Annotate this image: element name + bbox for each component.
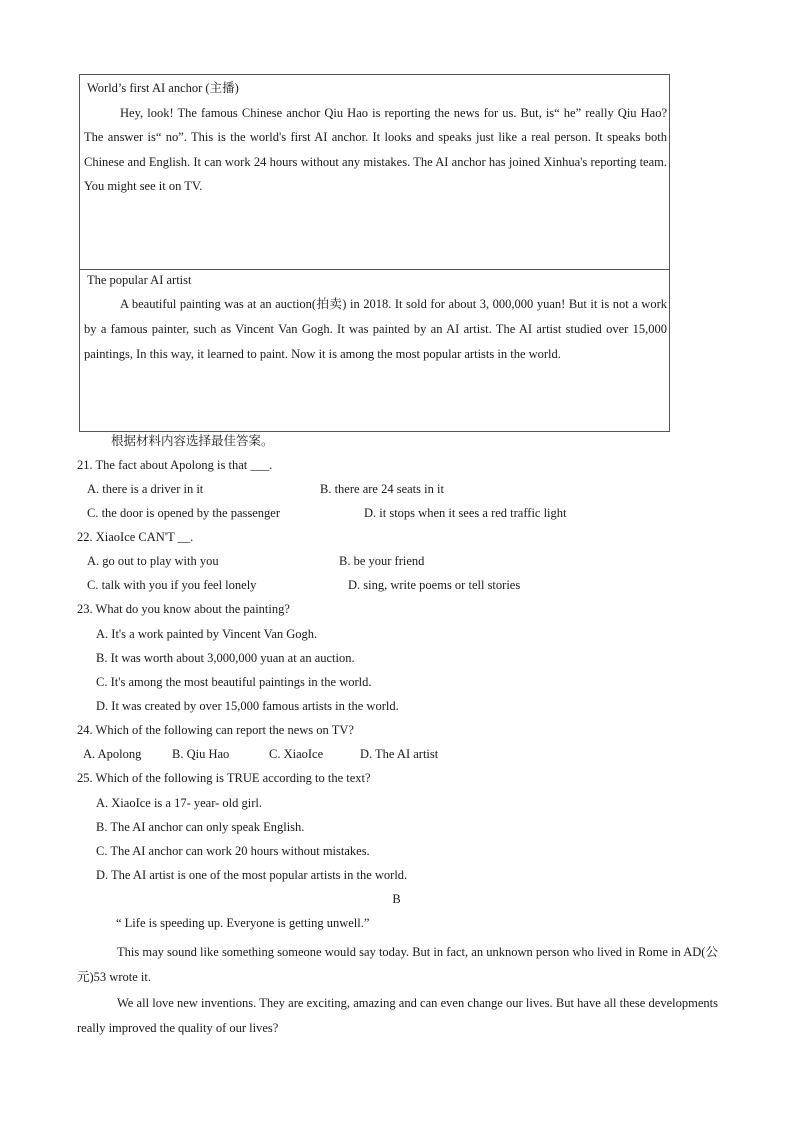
option: D. The AI artist is one of the most popular artists in the world. bbox=[96, 868, 408, 882]
option: D. It was created by over 15,000 famous artists in the world. bbox=[96, 699, 399, 713]
question-stem: 22. XiaoIce CAN'T __. bbox=[77, 530, 194, 544]
option: A. there is a driver in it bbox=[87, 482, 204, 496]
box-title: The popular AI artist bbox=[87, 273, 192, 287]
instruction: 根据材料内容选择最佳答案。 bbox=[111, 434, 274, 448]
question-stem: 24. Which of the following can report the news on TV? bbox=[77, 723, 354, 737]
option: C. talk with you if you feel lonely bbox=[87, 578, 257, 592]
paragraph: This may sound like something someone would say today. But in fact, an unknown person who lived in Rome in AD(公元)53 wrote it. bbox=[77, 945, 718, 984]
option: B. It was worth about 3,000,000 yuan at an auction. bbox=[96, 651, 355, 665]
option: A. XiaoIce is a 17- year- old girl. bbox=[96, 796, 263, 810]
option: C. the door is opened by the passenger bbox=[87, 506, 281, 520]
option: A. Apolong bbox=[83, 747, 142, 761]
paragraph: We all love new inventions. They are exciting, amazing and can even change our lives. But have all these developments really improved the quality of our lives? bbox=[77, 996, 718, 1035]
box-body: A beautiful painting was at an auction(拍卖) in 2018. It sold for about 3, 000,000 yuan! But it is not a work by a famous painter, such as Vincent Van Gogh. It was painted by an AI artist. The AI artist studied over 15,000 paintings, In this way, it learned to paint. Now it is among the most popular artists in the world. bbox=[84, 297, 667, 361]
box-title: World’s first AI anchor (主播) bbox=[87, 81, 239, 95]
option: A. go out to play with you bbox=[87, 554, 219, 568]
option: D. The AI artist bbox=[360, 747, 439, 761]
option: A. It's a work painted by Vincent Van Gogh. bbox=[96, 627, 318, 641]
option: B. there are 24 seats in it bbox=[320, 482, 444, 496]
question-stem: 23. What do you know about the painting? bbox=[77, 602, 290, 616]
option: B. be your friend bbox=[339, 554, 425, 568]
passage-box-ai-artist bbox=[79, 269, 670, 432]
option: B. The AI anchor can only speak English. bbox=[96, 820, 305, 834]
passage-box-ai-anchor bbox=[79, 74, 670, 270]
option: C. The AI anchor can work 20 hours without mistakes. bbox=[96, 844, 370, 858]
section-heading: B bbox=[392, 892, 401, 906]
option: D. it stops when it sees a red traffic light bbox=[364, 506, 567, 520]
option: D. sing, write poems or tell stories bbox=[348, 578, 521, 592]
quote: “ Life is speeding up. Everyone is getting unwell.” bbox=[116, 916, 370, 930]
box-body: Hey, look! The famous Chinese anchor Qiu Hao is reporting the news for us. But, is“ he” really Qiu Hao? The answer is“ no”. This is the world's first AI anchor. It looks and speaks just like a real person. It speaks both Chinese and English. It can work 24 hours without any mistakes. The AI anchor has joined Xinhua's reporting team. You might see it on TV. bbox=[84, 106, 667, 193]
option: B. Qiu Hao bbox=[172, 747, 230, 761]
option: C. XiaoIce bbox=[269, 747, 324, 761]
question-stem: 21. The fact about Apolong is that ___. bbox=[77, 458, 273, 472]
question-stem: 25. Which of the following is TRUE according to the text? bbox=[77, 771, 371, 785]
option: C. It's among the most beautiful paintings in the world. bbox=[96, 675, 372, 689]
